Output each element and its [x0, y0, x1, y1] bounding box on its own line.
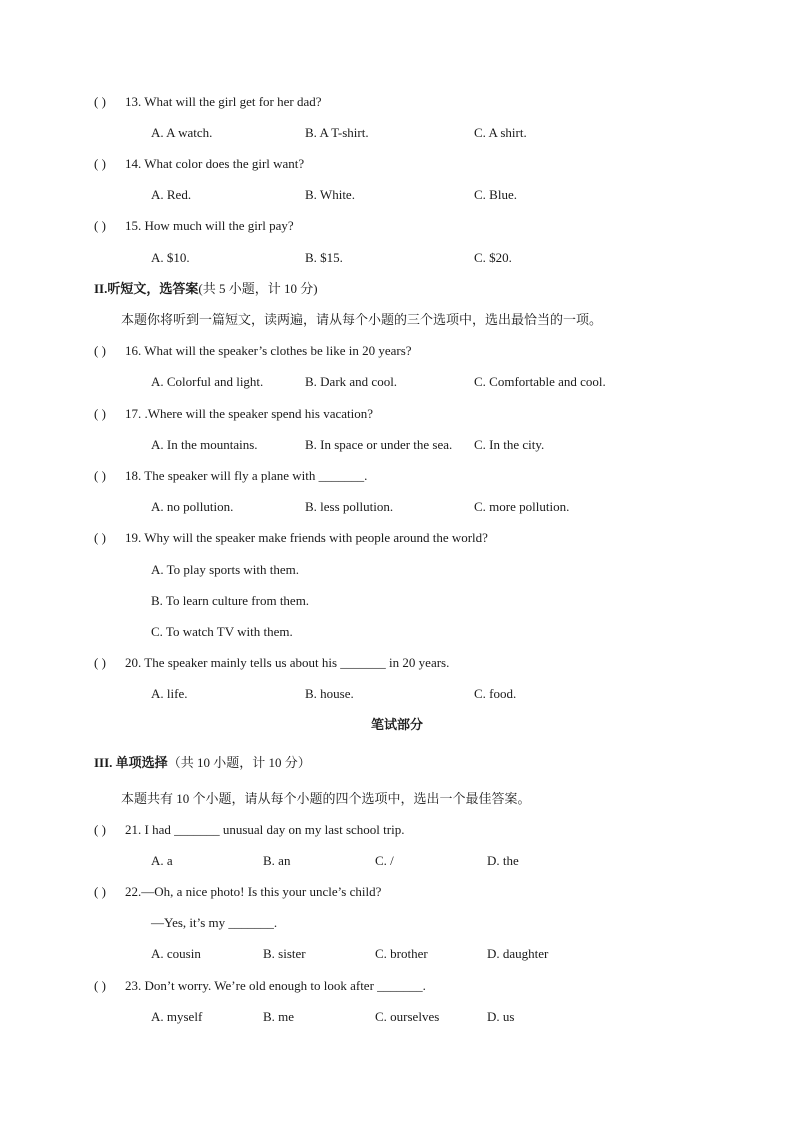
option-c: C. more pollution. [474, 499, 570, 514]
option-c: C. $20. [474, 250, 512, 265]
option-b: B. house. [305, 686, 354, 701]
question-13: 13. What will the girl get for her dad? [125, 94, 322, 109]
answer-blank[interactable]: ( ) [94, 978, 106, 993]
answer-blank[interactable]: ( ) [94, 530, 106, 545]
option-a: A. To play sports with them. [151, 562, 299, 577]
option-c: C. brother [375, 946, 428, 961]
question-17: 17. .Where will the speaker spend his vacation? [125, 406, 373, 421]
option-b: B. an [263, 853, 291, 868]
question-19: 19. Why will the speaker make friends with people around the world? [125, 530, 488, 545]
option-b: B. me [263, 1009, 295, 1024]
question-16: 16. What will the speaker’s clothes be like in 20 years? [125, 343, 412, 358]
section-3-heading [94, 755, 311, 771]
option-a: A. cousin [151, 946, 201, 961]
option-a: A. a [151, 853, 173, 868]
option-a: A. Red. [151, 187, 192, 202]
option-d: D. daughter [487, 946, 549, 961]
option-b: B. To learn culture from them. [151, 593, 310, 608]
section-2-score: (共 5 小题，计 10 分) [198, 281, 318, 296]
option-a: A. $10. [151, 250, 190, 265]
question-20: 20. The speaker mainly tells us about his _______ in 20 years. [125, 655, 450, 670]
question-23: 23. Don’t worry. We’re old enough to look after _______. [125, 978, 426, 993]
option-b: B. $15. [305, 250, 343, 265]
written-part-title: 笔试部分 [370, 717, 423, 732]
option-b: B. Dark and cool. [305, 374, 398, 389]
answer-blank[interactable]: ( ) [94, 406, 106, 421]
question-21: 21. I had _______ unusual day on my last school trip. [125, 822, 405, 837]
section-2-heading [94, 281, 318, 297]
section-3-score: （共 10 小题，计 10 分） [167, 755, 311, 770]
option-c: C. Comfortable and cool. [474, 374, 606, 389]
question-22: 22.—Oh, a nice photo! Is this your uncle’s child? [125, 884, 382, 899]
option-b: B. sister [263, 946, 306, 961]
option-c: C. food. [474, 686, 517, 701]
section-3-instruction: 本题共有 10 个小题，请从每个小题的四个选项中，选出一个最佳答案。 [121, 791, 531, 806]
option-b: B. In space or under the sea. [305, 437, 453, 452]
answer-blank[interactable]: ( ) [94, 822, 106, 837]
answer-blank[interactable]: ( ) [94, 884, 106, 899]
section-2-title: II.听短文，选答案 [94, 281, 199, 296]
answer-blank[interactable]: ( ) [94, 343, 106, 358]
option-a: A. life. [151, 686, 188, 701]
question-22-reply: —Yes, it’s my _______. [151, 915, 278, 930]
option-c: C. To watch TV with them. [151, 624, 293, 639]
option-d: D. us [487, 1009, 515, 1024]
question-18: 18. The speaker will fly a plane with _______. [125, 468, 368, 483]
answer-blank[interactable]: ( ) [94, 156, 106, 171]
section-3-title: III. 单项选择 [94, 755, 168, 770]
answer-blank[interactable]: ( ) [94, 94, 106, 109]
option-a: A. myself [151, 1009, 203, 1024]
option-c: C. Blue. [474, 187, 517, 202]
answer-blank[interactable]: ( ) [94, 468, 106, 483]
option-a: A. no pollution. [151, 499, 234, 514]
question-15: 15. How much will the girl pay? [125, 218, 294, 233]
option-b: B. A T-shirt. [305, 125, 369, 140]
option-a: A. Colorful and light. [151, 374, 264, 389]
question-14: 14. What color does the girl want? [125, 156, 305, 171]
option-a: A. In the mountains. [151, 437, 258, 452]
option-c: C. A shirt. [474, 125, 527, 140]
option-b: B. White. [305, 187, 355, 202]
option-a: A. A watch. [151, 125, 213, 140]
option-c: C. / [375, 853, 394, 868]
option-c: C. ourselves [375, 1009, 440, 1024]
option-c: C. In the city. [474, 437, 545, 452]
option-d: D. the [487, 853, 519, 868]
section-2-instruction: 本题你将听到一篇短文，读两遍，请从每个小题的三个选项中，选出最恰当的一项。 [121, 312, 603, 327]
option-b: B. less pollution. [305, 499, 394, 514]
answer-blank[interactable]: ( ) [94, 218, 106, 233]
answer-blank[interactable]: ( ) [94, 655, 106, 670]
